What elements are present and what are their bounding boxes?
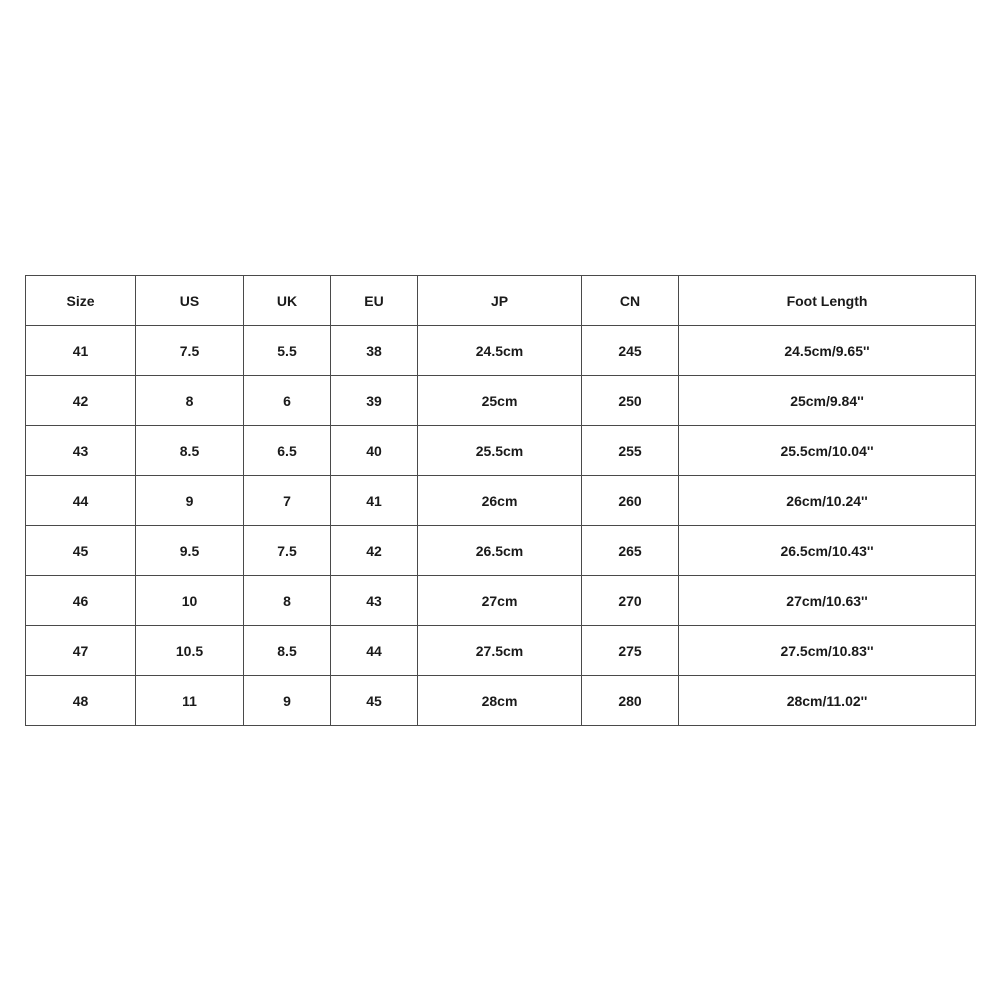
- cell-cn: 265: [582, 526, 679, 576]
- cell-uk: 6.5: [244, 426, 331, 476]
- cell-eu: 38: [331, 326, 418, 376]
- cell-jp: 27cm: [418, 576, 582, 626]
- cell-foot-length: 27.5cm/10.83'': [679, 626, 976, 676]
- header-foot-length: Foot Length: [679, 276, 976, 326]
- cell-size: 43: [26, 426, 136, 476]
- table-row: [26, 376, 976, 426]
- cell-us: 9: [136, 476, 244, 526]
- table-header-row: [26, 276, 976, 326]
- cell-uk: 7.5: [244, 526, 331, 576]
- cell-cn: 280: [582, 676, 679, 726]
- cell-us: 7.5: [136, 326, 244, 376]
- header-eu: EU: [331, 276, 418, 326]
- cell-foot-length: 27cm/10.63'': [679, 576, 976, 626]
- table-row: [26, 526, 976, 576]
- cell-us: 10.5: [136, 626, 244, 676]
- cell-size: 45: [26, 526, 136, 576]
- cell-us: 8: [136, 376, 244, 426]
- table-row: [26, 326, 976, 376]
- cell-foot-length: 26.5cm/10.43'': [679, 526, 976, 576]
- cell-eu: 43: [331, 576, 418, 626]
- header-us: US: [136, 276, 244, 326]
- cell-cn: 260: [582, 476, 679, 526]
- cell-jp: 26cm: [418, 476, 582, 526]
- table-row: [26, 426, 976, 476]
- cell-eu: 44: [331, 626, 418, 676]
- cell-size: 46: [26, 576, 136, 626]
- size-chart-table: [25, 275, 976, 726]
- cell-size: 44: [26, 476, 136, 526]
- cell-uk: 8: [244, 576, 331, 626]
- cell-foot-length: 25cm/9.84'': [679, 376, 976, 426]
- cell-cn: 250: [582, 376, 679, 426]
- table-row: [26, 476, 976, 526]
- cell-jp: 27.5cm: [418, 626, 582, 676]
- table-row: [26, 676, 976, 726]
- cell-uk: 5.5: [244, 326, 331, 376]
- cell-foot-length: 24.5cm/9.65'': [679, 326, 976, 376]
- cell-jp: 24.5cm: [418, 326, 582, 376]
- cell-us: 11: [136, 676, 244, 726]
- cell-us: 10: [136, 576, 244, 626]
- cell-foot-length: 26cm/10.24'': [679, 476, 976, 526]
- cell-cn: 255: [582, 426, 679, 476]
- cell-cn: 245: [582, 326, 679, 376]
- cell-size: 48: [26, 676, 136, 726]
- cell-jp: 25.5cm: [418, 426, 582, 476]
- cell-cn: 275: [582, 626, 679, 676]
- cell-jp: 25cm: [418, 376, 582, 426]
- cell-us: 8.5: [136, 426, 244, 476]
- cell-size: 47: [26, 626, 136, 676]
- header-cn: CN: [582, 276, 679, 326]
- cell-eu: 40: [331, 426, 418, 476]
- cell-eu: 41: [331, 476, 418, 526]
- header-size: Size: [26, 276, 136, 326]
- cell-uk: 7: [244, 476, 331, 526]
- cell-size: 41: [26, 326, 136, 376]
- cell-eu: 39: [331, 376, 418, 426]
- cell-jp: 26.5cm: [418, 526, 582, 576]
- cell-us: 9.5: [136, 526, 244, 576]
- cell-eu: 42: [331, 526, 418, 576]
- cell-foot-length: 25.5cm/10.04'': [679, 426, 976, 476]
- cell-uk: 9: [244, 676, 331, 726]
- cell-jp: 28cm: [418, 676, 582, 726]
- header-jp: JP: [418, 276, 582, 326]
- table-row: [26, 626, 976, 676]
- header-uk: UK: [244, 276, 331, 326]
- cell-eu: 45: [331, 676, 418, 726]
- cell-uk: 8.5: [244, 626, 331, 676]
- cell-size: 42: [26, 376, 136, 426]
- cell-cn: 270: [582, 576, 679, 626]
- cell-foot-length: 28cm/11.02'': [679, 676, 976, 726]
- table-row: [26, 576, 976, 626]
- cell-uk: 6: [244, 376, 331, 426]
